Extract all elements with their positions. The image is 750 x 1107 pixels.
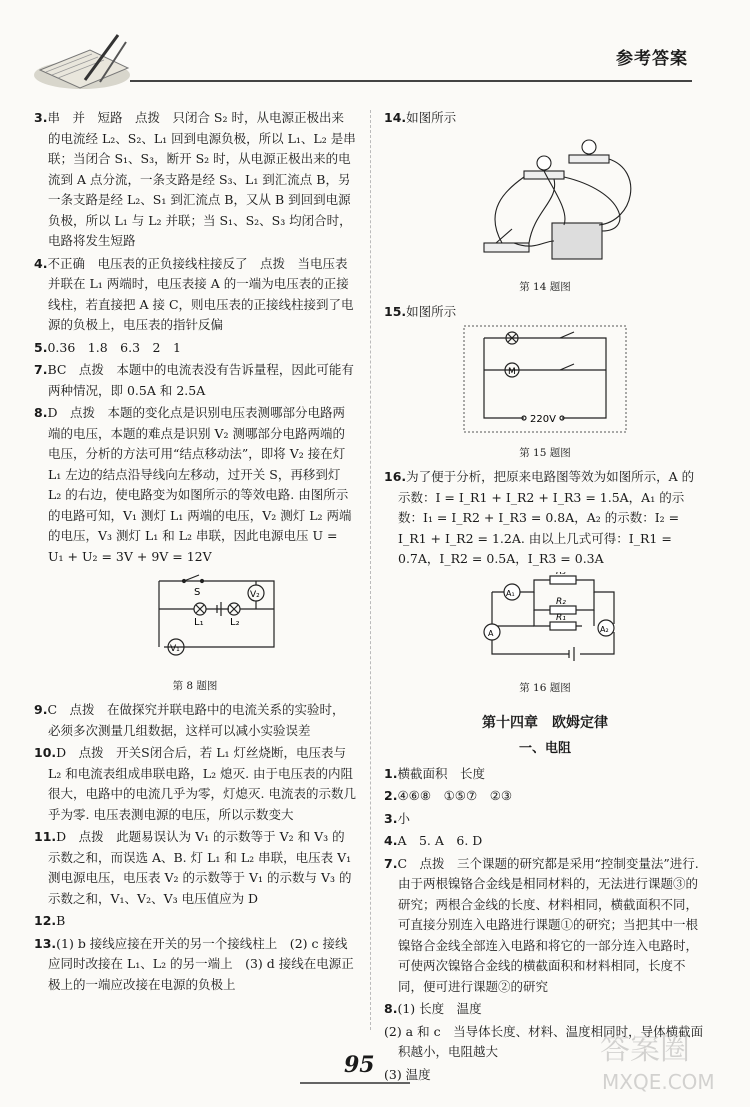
column-divider (370, 110, 371, 1030)
answer-item: 7.BC 点拨 本题中的电流表没有告诉量程，因此可能有两种情况，即 0.5A 和 2.5A (34, 362, 354, 398)
page-number: 95 (344, 1052, 375, 1078)
circuit-photo-14 (384, 131, 706, 271)
header-title: 参考答案 (616, 49, 688, 69)
answer-item: 9.C 点拨 在做探究并联电路中的电流关系的实验时，必须多次测量几组数据，这样可以减小实验误差 (34, 702, 345, 738)
answer-item: 10.D 点拨 开关S闭合后，若 L₁ 灯丝烧断，电压表与 L₂ 和电流表组成串联电路，L₂ 熄灭. 由于电压表的内阻很大，电路中的电流几乎为零，灯熄灭. 电流表的示数几乎为零. 电压表测电源的电压，所以示数变大 (34, 745, 356, 822)
fig16-label-r2: R₂ (556, 596, 566, 607)
figure-14-caption: 第 14 题图 (519, 281, 571, 293)
fig15-label-voltage: 220V (530, 414, 556, 425)
fig8-label-l1: L₁ (194, 617, 204, 628)
fig8-label-v1: V₁ (170, 644, 180, 654)
figure-14 (384, 131, 706, 298)
answer-item: 5.0.36 1.8 6.3 2 1 (34, 339, 181, 355)
header-rule (130, 80, 692, 82)
header-decoration-image (30, 30, 135, 95)
chapter-title: 第十四章 欧姆定律 (482, 714, 608, 731)
left-column (34, 108, 356, 997)
answer-item: 1.横截面积 长度 (384, 765, 485, 781)
answer-item: 3.小 (384, 810, 410, 826)
answer-item: 3.串 并 短路 点拨 只闭合 S₂ 时，从电源正极出来的电流经 L₂、S₂、L₁ 回到电源负极，所以 L₁、L₂ 是串联；当闭合 S₁、S₃，断开 S₂ 时，从电源正极出来的电流到 A 点分流，一条支路是经 S₃、L₁ 到汇流点 B，另一条支路是经 L₂、S₁ 到汇流点 B，又从 B 到回到电源负极，所以 L₁ 与 L₂ 并联；当 S₁、S₂、S₃ 均闭合时，电路将发生短路 (34, 110, 356, 248)
figure-15 (384, 324, 706, 463)
section-title: 一、电阻 (518, 741, 571, 756)
fig15-label-motor: M (508, 367, 516, 377)
answer-item: 16.为了便于分析，把原来电路图等效为如图所示，A 的示数：I = I_R1 + I_R2 + I_R3 = 1.5A，A₁ 的示数：I₁ = I_R2 + I_R3 = 0.8A，A₂ 的示数：I₂ = I_R1 + I_R2 = 1.2A. 由以上几式可得：I_R1 = 0.7A，I_R2 = 0.5A，I_R3 = 0.3A (384, 469, 695, 566)
fig16-label-a: A (488, 628, 494, 638)
circuit-diagram-16 (384, 572, 706, 672)
fig8-label-s: S (194, 587, 201, 598)
page-number-underline (300, 1080, 410, 1086)
fig16-label-a2: A₂ (600, 624, 609, 634)
answer-item: 13.(1) b 接线应接在开关的另一个接线柱上 (2) c 接线应同时改接在 L₁、L₂ 的另一端上 (3) d 接线在电源正极上的一端应改接在电源的负极上 (34, 935, 354, 992)
svg-text:答案圈: 答案圈 (600, 1032, 690, 1067)
answer-subitem: (2) a 和 c 当导体长度、材料、温度相同时，导体横截面积越小，电阻越大 (384, 1023, 704, 1059)
circuit-diagram-15 (384, 324, 706, 436)
figure-15-caption: 第 15 题图 (519, 446, 571, 459)
answer-item: 7.C 点拨 三个课题的研究都是采用“控制变量法”进行. 由于两根镍铬合金线是相同材料的，无法进行课题③的研究；两根合金线的长度、材料相同，横截面积不同，可直接分别连入电路进行课题①的研究；当把其中一根镍铬合金线全部连入电路和将它的一部分连入电路时，可使两次镍铬合金线的横截面积和材料相同，长度不同，便可进行课题②的研究 (384, 855, 699, 994)
watermark-logo (590, 1019, 740, 1099)
answer-item: 11.D 点拨 此题易误认为 V₁ 的示数等于 V₂ 和 V₃ 的示数之和，而误选 A、B. 灯 L₁ 和 L₂ 串联，电压表 V₁ 测电源电压，电压表 V₂ 的示数等于 V₁ 的示数与 V₃ 的示数之和，V₁、V₂、V₃ 电压值应为 D (34, 829, 352, 906)
answer-subitem: (3) 温度 (384, 1066, 431, 1082)
answer-item: 8.D 点拨 本题的变化点是识别电压表测哪部分电路两端的电压，本题的难点是识别 V₂ 测哪部分电路两端的电压，分析的方法可用“结点移动法”，即将 V₂ 接在灯 L₁ 左边的结点沿导线向左移动，过开关 S，再移到灯 L₂ 的右边，使电路变为如图所示的等效电路. 由图所示的电路可知，V₁ 测灯 L₁ 两端的电压，V₂ 测灯 L₂ 两端的电压，V₃ 测灯 L₁ 和 L₂ 串联，因此电源电压 U = U₁ + U₂ = 3V + 9V = 12V (34, 405, 352, 564)
fig16-label-a1: A₁ (506, 588, 515, 598)
answer-item: 12.B (34, 913, 66, 928)
svg-text:MXQE.COM: MXQE.COM (602, 1070, 715, 1094)
circuit-diagram-8 (34, 569, 356, 669)
answer-item: 4.不正确 电压表的正负接线柱接反了 点拨 当电压表并联在 L₁ 两端时，电压表接 A 的一端为电压表的正接线柱，若直接把 A 接 C，则电压表的正接线柱接到了电源的负极上，电压表的指针反偏 (34, 255, 354, 332)
fig8-label-v2: V₂ (250, 590, 260, 600)
answer-item: 2.④⑥⑧ ①⑤⑦ ②③ (384, 788, 513, 803)
right-column (384, 108, 706, 1087)
figure-8 (34, 569, 356, 696)
fig16-label-r1: R₁ (556, 612, 566, 623)
fig8-label-l2: L₂ (230, 617, 240, 628)
answer-item: 4.A 5. A 6. D (384, 833, 483, 848)
fig16-label-r3: R₃ (556, 571, 566, 577)
answer-item: 8.(1) 长度 温度 (384, 1001, 482, 1016)
figure-16-caption: 第 16 题图 (519, 682, 571, 694)
answer-item: 15.如图所示 (384, 303, 457, 319)
figure-8-caption: 第 8 题图 (172, 679, 218, 692)
answer-item: 14.如图所示 (384, 110, 457, 125)
figure-16 (384, 572, 706, 699)
